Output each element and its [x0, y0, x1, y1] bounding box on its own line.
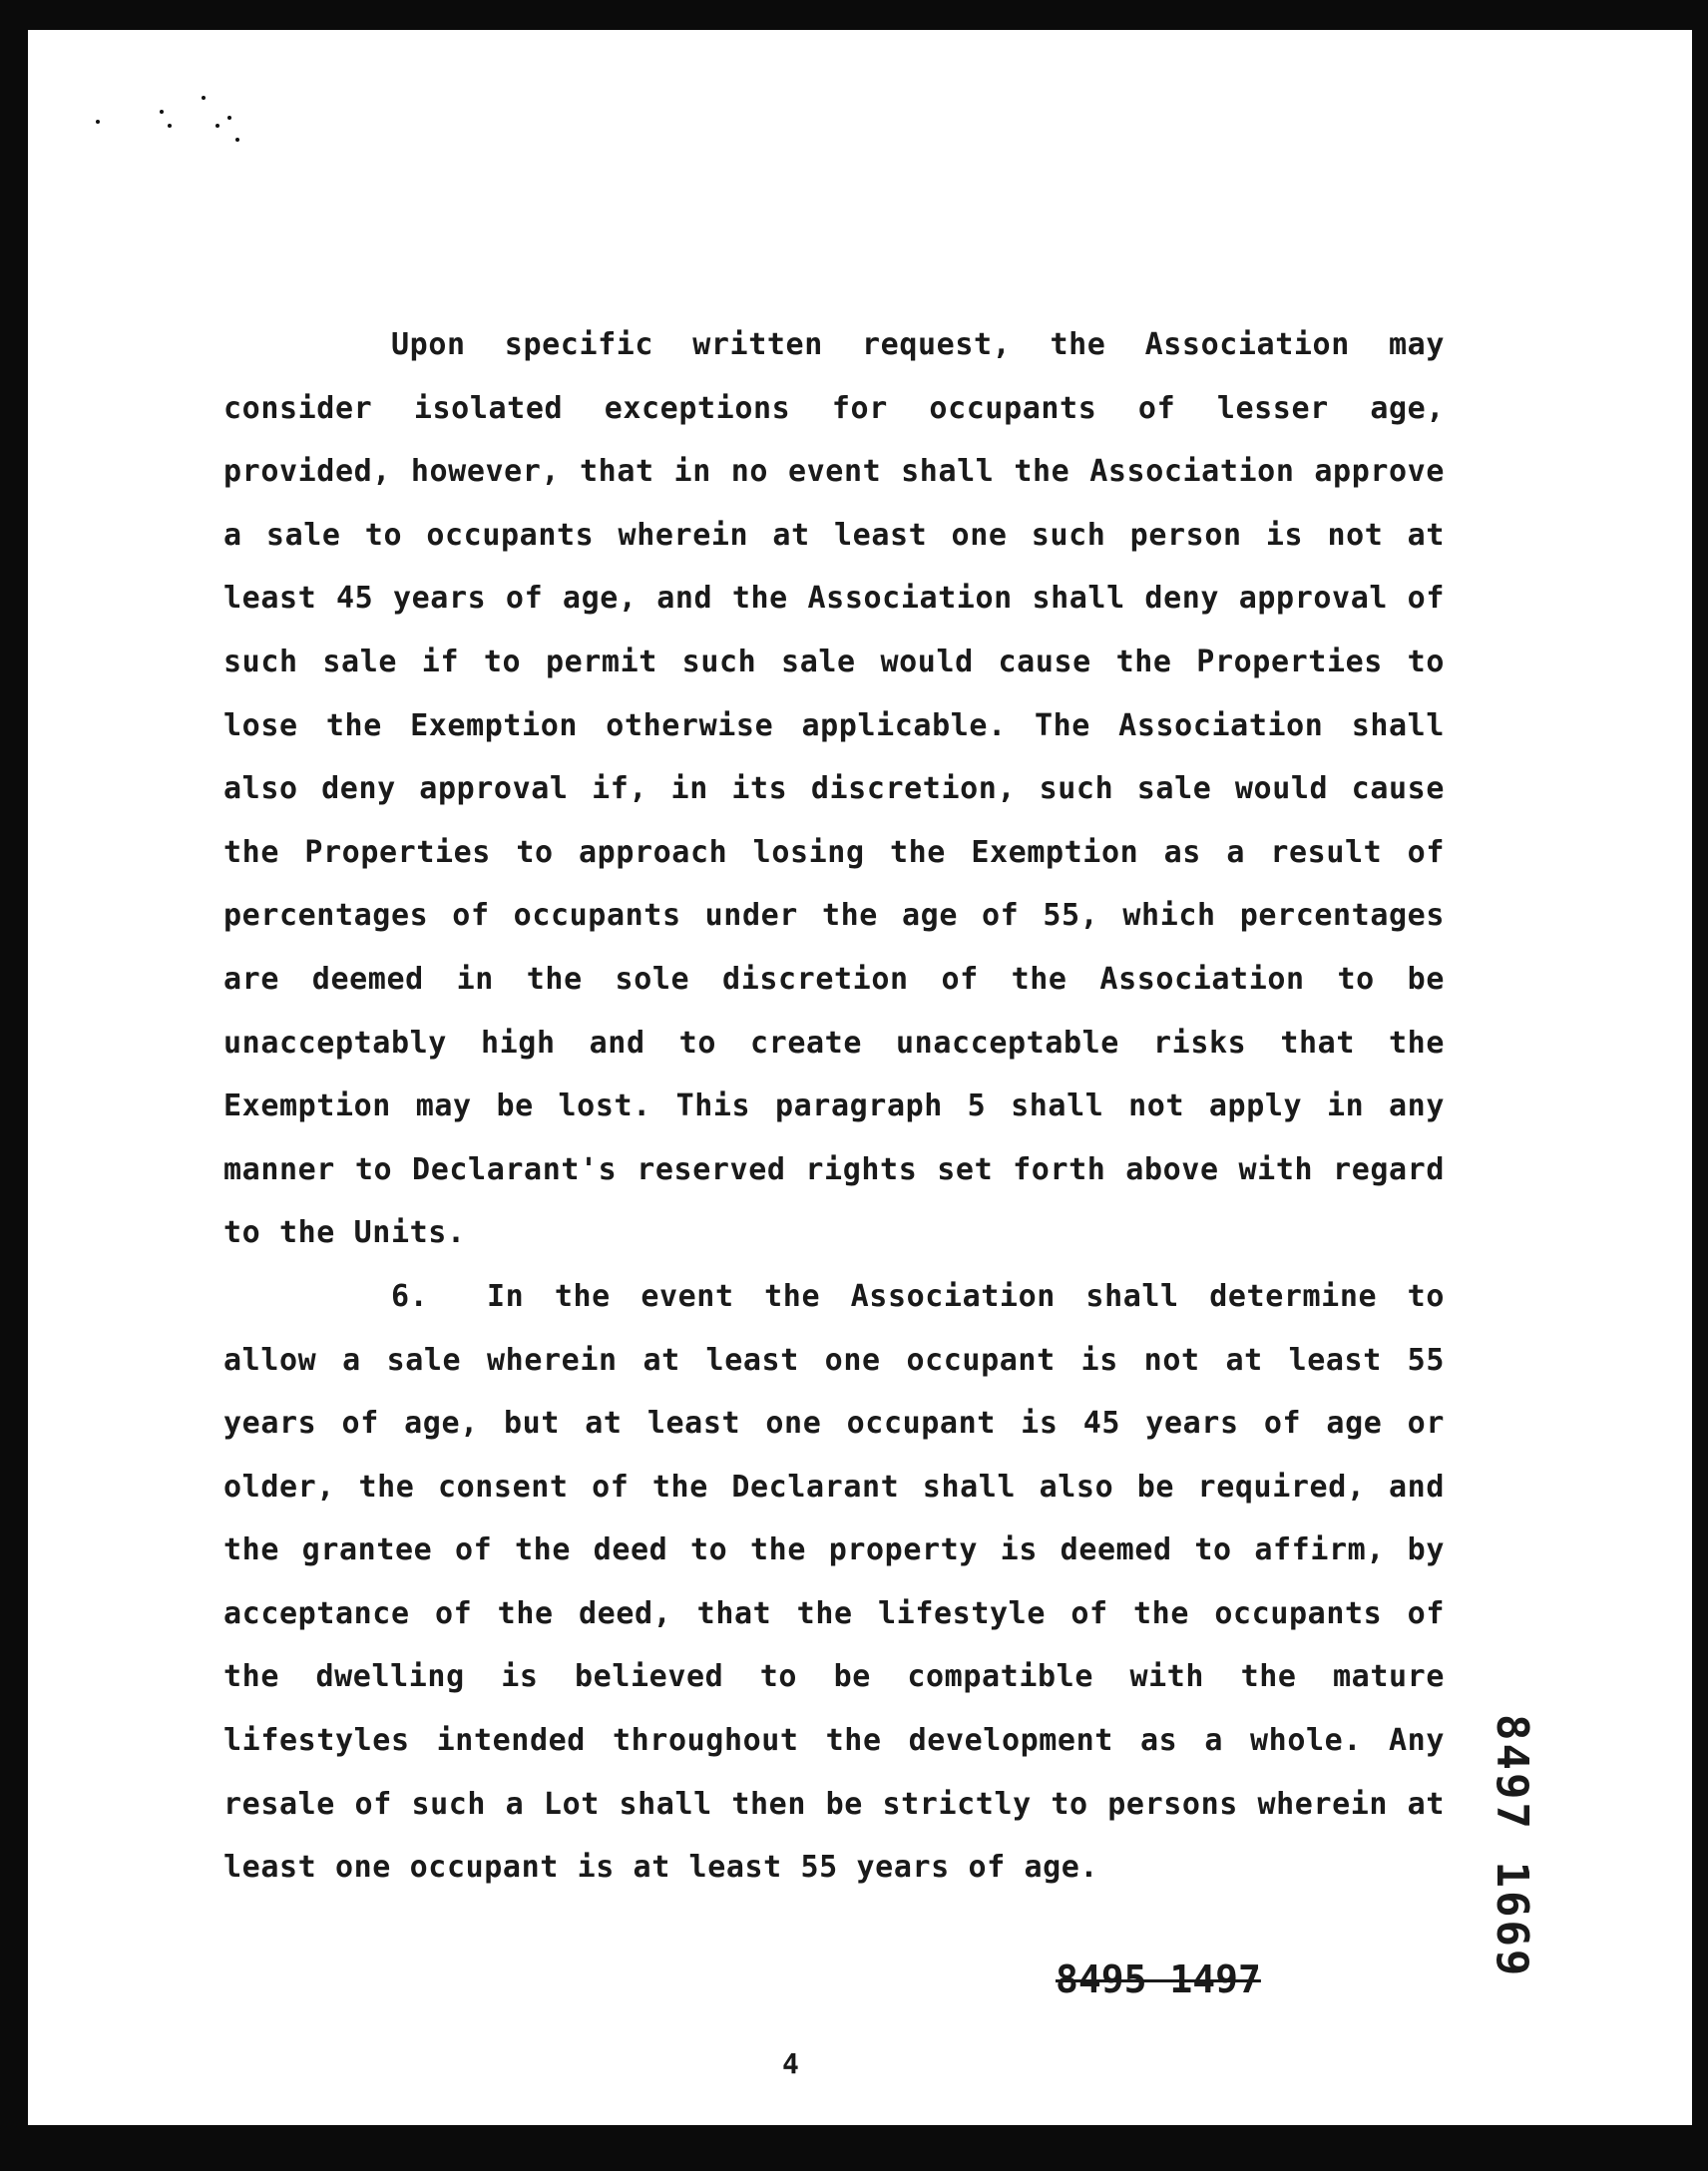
paragraph-6-number: 6.	[391, 1278, 429, 1314]
struck-book-page-stamp: 8495 1497	[1056, 1957, 1261, 2001]
document-body	[223, 313, 1445, 1900]
paragraph-6	[223, 1265, 1445, 1900]
page-number: 4	[782, 2047, 799, 2080]
book-page-stamp: 8497 1669	[1487, 1714, 1537, 1979]
paragraph-6-text: In the event the Association shall determine to allow a sale wherein at least one occupant is not at least 55 years of age, but at least one occupant is 45 years of age or older, the consent of the Declarant shall also be required, and the grantee of the deed to the property is deemed to affirm, by acceptance of the deed, that the lifestyle of the occupants of the dwelling is believed to be compatible with the mature lifestyles intended throughout the development as a whole. Any resale of such a Lot shall then be strictly to persons wherein at least one occupant is at least 55 years of age.	[223, 1278, 1445, 1886]
paragraph-5-text: Upon specific written request, the Association may consider isolated exceptions for occupants of lesser age, provided, however, that in no event shall the Association approve a sale to occupants wherein at least one such person is not at least 45 years of age, and the Association shall deny approval of such sale if to permit such sale would cause the Properties to lose the Exemption otherwise applicable. The Association shall also deny approval if, in its discretion, such sale would cause the Properties to approach losing the Exemption as a result of percentages of occupants under the age of 55, which percentages are deemed in the sole discretion of the Association to be unacceptably high and to create unacceptable risks that the Exemption may be lost. This paragraph 5 shall not apply in any manner to Declarant's reserved rights set forth above with regard to the Units.	[223, 327, 1445, 1251]
